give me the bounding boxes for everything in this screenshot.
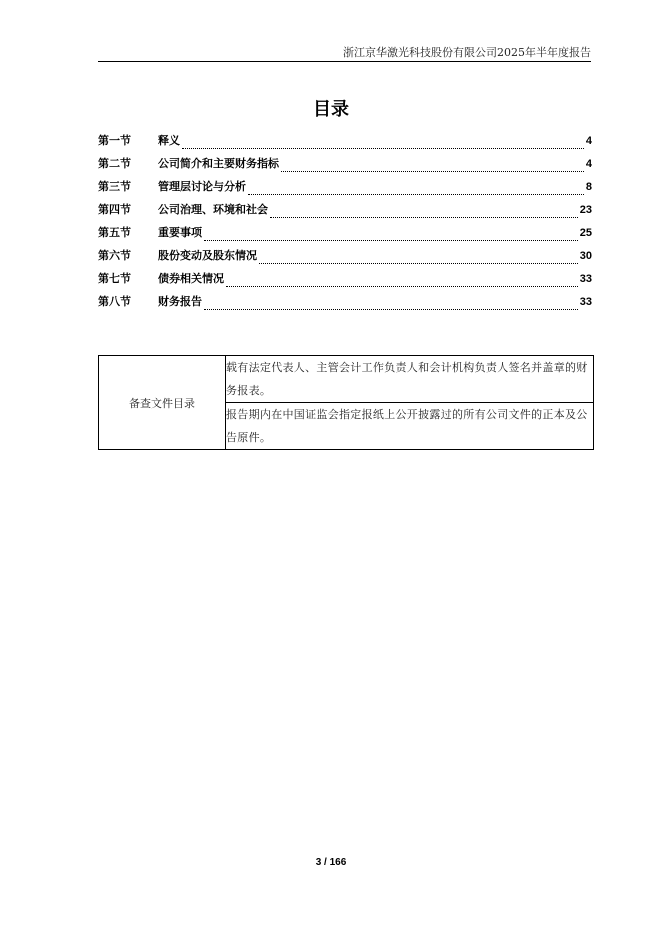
toc-section-number: 第四节 — [98, 203, 131, 216]
reference-documents-table — [98, 355, 594, 450]
toc-leader-dots — [248, 186, 584, 195]
header-report-title: 浙江京华激光科技股份有限公司2025年半年度报告 — [343, 46, 591, 59]
toc-entry[interactable] — [98, 293, 592, 316]
toc-section-number: 第五节 — [98, 226, 131, 239]
toc-page-number: 33 — [579, 273, 592, 285]
toc-leader-dots — [182, 140, 584, 149]
toc-entry[interactable] — [98, 224, 592, 247]
toc-page-number: 4 — [585, 158, 592, 170]
toc-section-number: 第三节 — [98, 180, 131, 193]
toc-page-number: 33 — [579, 296, 592, 308]
toc-page-number: 30 — [579, 250, 592, 262]
toc-section-number: 第六节 — [98, 249, 131, 262]
toc-entry[interactable] — [98, 155, 592, 178]
page-number: 3 / 166 — [315, 857, 347, 868]
toc-section-name: 财务报告 — [158, 295, 202, 308]
toc-page-number: 23 — [579, 204, 592, 216]
toc-section-name: 股份变动及股东情况 — [158, 249, 257, 262]
toc-leader-dots — [226, 278, 578, 287]
toc-entry[interactable] — [98, 247, 592, 270]
toc-title: 目录 — [313, 99, 349, 120]
toc-leader-dots — [281, 163, 584, 172]
table-of-contents — [98, 132, 592, 316]
toc-section-name: 公司治理、环境和社会 — [158, 203, 268, 216]
toc-section-name: 债券相关情况 — [158, 272, 224, 285]
toc-page-number: 25 — [579, 227, 592, 239]
toc-section-number: 第一节 — [98, 134, 131, 147]
toc-leader-dots — [270, 209, 578, 218]
table-row — [99, 356, 594, 403]
toc-section-number: 第八节 — [98, 295, 131, 308]
toc-entry[interactable] — [98, 270, 592, 293]
toc-section-name: 公司简介和主要财务指标 — [158, 157, 279, 170]
reference-document-item: 报告期内在中国证监会指定报纸上公开披露过的所有公司文件的正本及公告原件。 — [226, 403, 594, 450]
toc-section-name: 重要事项 — [158, 226, 202, 239]
toc-section-name: 释义 — [158, 134, 180, 147]
toc-entry[interactable] — [98, 201, 592, 224]
toc-page-number: 8 — [585, 181, 592, 193]
reference-document-item: 载有法定代表人、主管会计工作负责人和会计机构负责人签名并盖章的财务报表。 — [226, 356, 594, 403]
toc-page-number: 4 — [585, 135, 592, 147]
toc-section-number: 第七节 — [98, 272, 131, 285]
reference-documents-label: 备查文件目录 — [99, 356, 226, 450]
toc-section-name: 管理层讨论与分析 — [158, 180, 246, 193]
toc-entry[interactable] — [98, 178, 592, 201]
toc-leader-dots — [204, 301, 578, 310]
page-header — [98, 46, 591, 62]
toc-leader-dots — [204, 232, 578, 241]
toc-entry[interactable] — [98, 132, 592, 155]
toc-leader-dots — [259, 255, 578, 264]
toc-section-number: 第二节 — [98, 157, 131, 170]
